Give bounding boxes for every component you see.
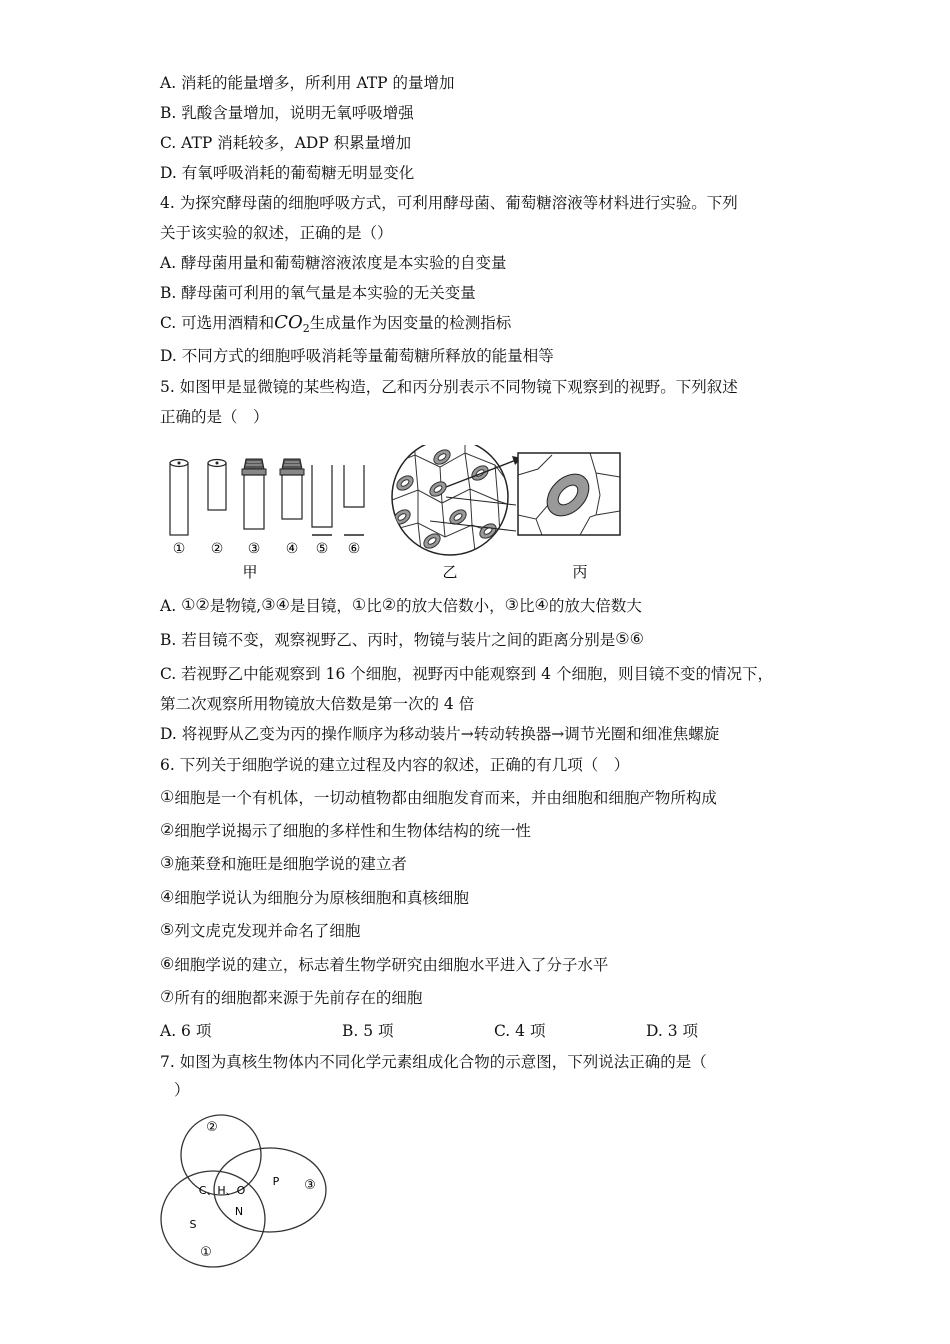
label-s: S — [189, 1218, 197, 1231]
circled-num: ① — [351, 595, 367, 614]
label-cho: C、H、O — [198, 1184, 246, 1197]
q3-option-d: D. 有氧呼吸消耗的葡萄糖无明显变化 — [160, 164, 415, 182]
label-circle-3: ③ — [304, 1178, 316, 1193]
option-text: 的放大倍数小， — [396, 597, 505, 615]
element-venn-diagram — [155, 1105, 335, 1275]
q6-item — [160, 955, 608, 975]
q6-item-text: 细胞学说揭示了细胞的多样性和生物体结构的统一性 — [174, 822, 531, 840]
microscope-figure — [160, 445, 630, 585]
fig-num-6: ⑥ — [347, 541, 361, 557]
distance-6 — [344, 465, 364, 535]
circled-num: ② — [195, 595, 210, 614]
co2-formula: CO — [274, 312, 303, 333]
q3-option-c: C. ATP 消耗较多，ADP 积累量增加 — [160, 134, 412, 152]
q6-item — [160, 854, 407, 874]
option-text: 的放大倍数大 — [548, 597, 642, 615]
q5-option-c-line1: C. 若视野乙中能观察到 16 个细胞，视野丙中能观察到 4 个细胞，则目镜不变的情况下， — [160, 665, 773, 683]
fig-num-1: ① — [172, 541, 186, 557]
q3-option-a: A. 消耗的能量增多，所利用 ATP 的量增加 — [160, 74, 455, 92]
q6-item — [160, 821, 531, 841]
q6-item — [160, 988, 422, 1008]
q5-stem-line1: 5. 如图甲是显微镜的某些构造，乙和丙分别表示不同物镜下观察到的视野。下列叙述 — [160, 378, 738, 396]
q4-option-c — [160, 313, 511, 339]
option-text: 比 — [518, 597, 535, 615]
circled-num: ⑦ — [160, 987, 175, 1006]
circled-num: ④ — [160, 887, 175, 906]
circled-num: ① — [160, 787, 175, 806]
q3-option-b: B. 乳酸含量增加，说明无氧呼吸增强 — [160, 104, 414, 122]
q6-stem: 6. 下列关于细胞学说的建立过程及内容的叙述，正确的有几项（ ） — [160, 756, 630, 774]
q4-option-d: D. 不同方式的细胞呼吸消耗等量葡萄糖所释放的能量相等 — [160, 347, 554, 365]
circled-num: ② — [160, 820, 175, 839]
circled-num: ⑤ — [160, 920, 175, 939]
objective-3 — [242, 459, 266, 529]
circled-num: ④ — [275, 595, 290, 614]
q6-item-text: 细胞学说的建立，标志着生物学研究由细胞水平进入了分子水平 — [174, 956, 609, 974]
circled-num: ③ — [261, 595, 276, 614]
q4-stem-line2: 关于该实验的叙述，正确的是（） — [160, 224, 393, 242]
label-circle-2: ② — [206, 1120, 218, 1135]
circled-num: ④ — [534, 595, 549, 614]
option-text: 是目镜， — [289, 597, 352, 615]
q6-item-text: 细胞是一个有机体，一切动植物都由细胞发育而来，并由细胞和细胞产物所构成 — [174, 789, 717, 807]
q6-item-text: 列文虎克发现并命名了细胞 — [174, 922, 361, 940]
q5-option-a — [160, 596, 642, 616]
q4-option-a: A. 酵母菌用量和葡萄糖溶液浓度是本实验的自变量 — [160, 254, 507, 272]
field-of-view-yi — [390, 445, 522, 560]
q4-option-c-prefix: C. 可选用酒精和 — [160, 314, 275, 332]
circled-num: ③ — [504, 595, 519, 614]
q6-item-text: 施莱登和施旺是细胞学说的建立者 — [174, 855, 407, 873]
option-text: 是物镜, — [209, 597, 262, 615]
q6-item — [160, 788, 717, 808]
label-n: N — [234, 1205, 244, 1218]
label-jia: 甲 — [242, 563, 258, 581]
q6-option-d: D. 3 项 — [646, 1022, 699, 1040]
q5-stem-line2: 正确的是（ ） — [160, 408, 269, 426]
circled-num: ⑥ — [629, 629, 644, 648]
q5-option-a-label: A. — [160, 597, 182, 615]
distance-5 — [312, 465, 332, 535]
fig-num-4: ④ — [285, 541, 299, 557]
q7-stem-line2: ） — [174, 1081, 190, 1099]
fig-num-5: ⑤ — [315, 541, 329, 557]
q6-item-text: 所有的细胞都来源于先前存在的细胞 — [174, 989, 423, 1007]
q7-stem-line1: 7. 如图为真核生物体内不同化学元素组成化合物的示意图，下列说法正确的是（ — [160, 1053, 707, 1071]
fig-num-3: ③ — [247, 541, 261, 557]
q5-option-d: D. 将视野从乙变为丙的操作顺序为移动装片→转动转换器→调节光圈和细准焦螺旋 — [160, 725, 720, 743]
q6-option-a: A. 6 项 — [160, 1022, 212, 1040]
eyepiece-2 — [208, 460, 226, 511]
circle-2 — [181, 1115, 261, 1195]
circled-num: ② — [381, 595, 397, 614]
option-text: B. 若目镜不变，观察视野乙、丙时，物镜与装片之间的距离分别是 — [160, 631, 616, 649]
co2-subscript: 2 — [302, 322, 310, 335]
q5-option-b — [160, 630, 644, 650]
q6-option-b: B. 5 项 — [342, 1022, 394, 1040]
q6-option-c: C. 4 项 — [494, 1022, 546, 1040]
circled-num: ③ — [160, 853, 175, 872]
q6-item — [160, 921, 360, 941]
q4-stem-line1: 4. 为探究酵母菌的细胞呼吸方式，可利用酵母菌、葡萄糖溶液等材料进行实验。下列 — [160, 194, 738, 212]
fig-num-2: ② — [210, 541, 224, 557]
label-bing: 丙 — [572, 563, 588, 581]
q6-item-text: 细胞学说认为细胞分为原核细胞和真核细胞 — [174, 889, 469, 907]
q6-item — [160, 888, 469, 908]
circled-num: ① — [181, 595, 196, 614]
q5-option-c-line2: 第二次观察所用物镜放大倍数是第一次的 4 倍 — [160, 695, 475, 713]
q4-option-b: B. 酵母菌可利用的氧气量是本实验的无关变量 — [160, 284, 476, 302]
q4-option-c-suffix: 生成量作为因变量的检测指标 — [309, 314, 512, 332]
label-yi: 乙 — [442, 563, 458, 581]
circled-num: ⑤ — [615, 629, 630, 648]
label-circle-1: ① — [200, 1245, 212, 1260]
option-text: 比 — [366, 597, 382, 615]
label-p: P — [272, 1175, 280, 1188]
field-of-view-bing — [518, 453, 620, 535]
eyepiece-1 — [170, 460, 188, 536]
objective-4 — [280, 459, 304, 519]
circled-num: ⑥ — [160, 954, 175, 973]
